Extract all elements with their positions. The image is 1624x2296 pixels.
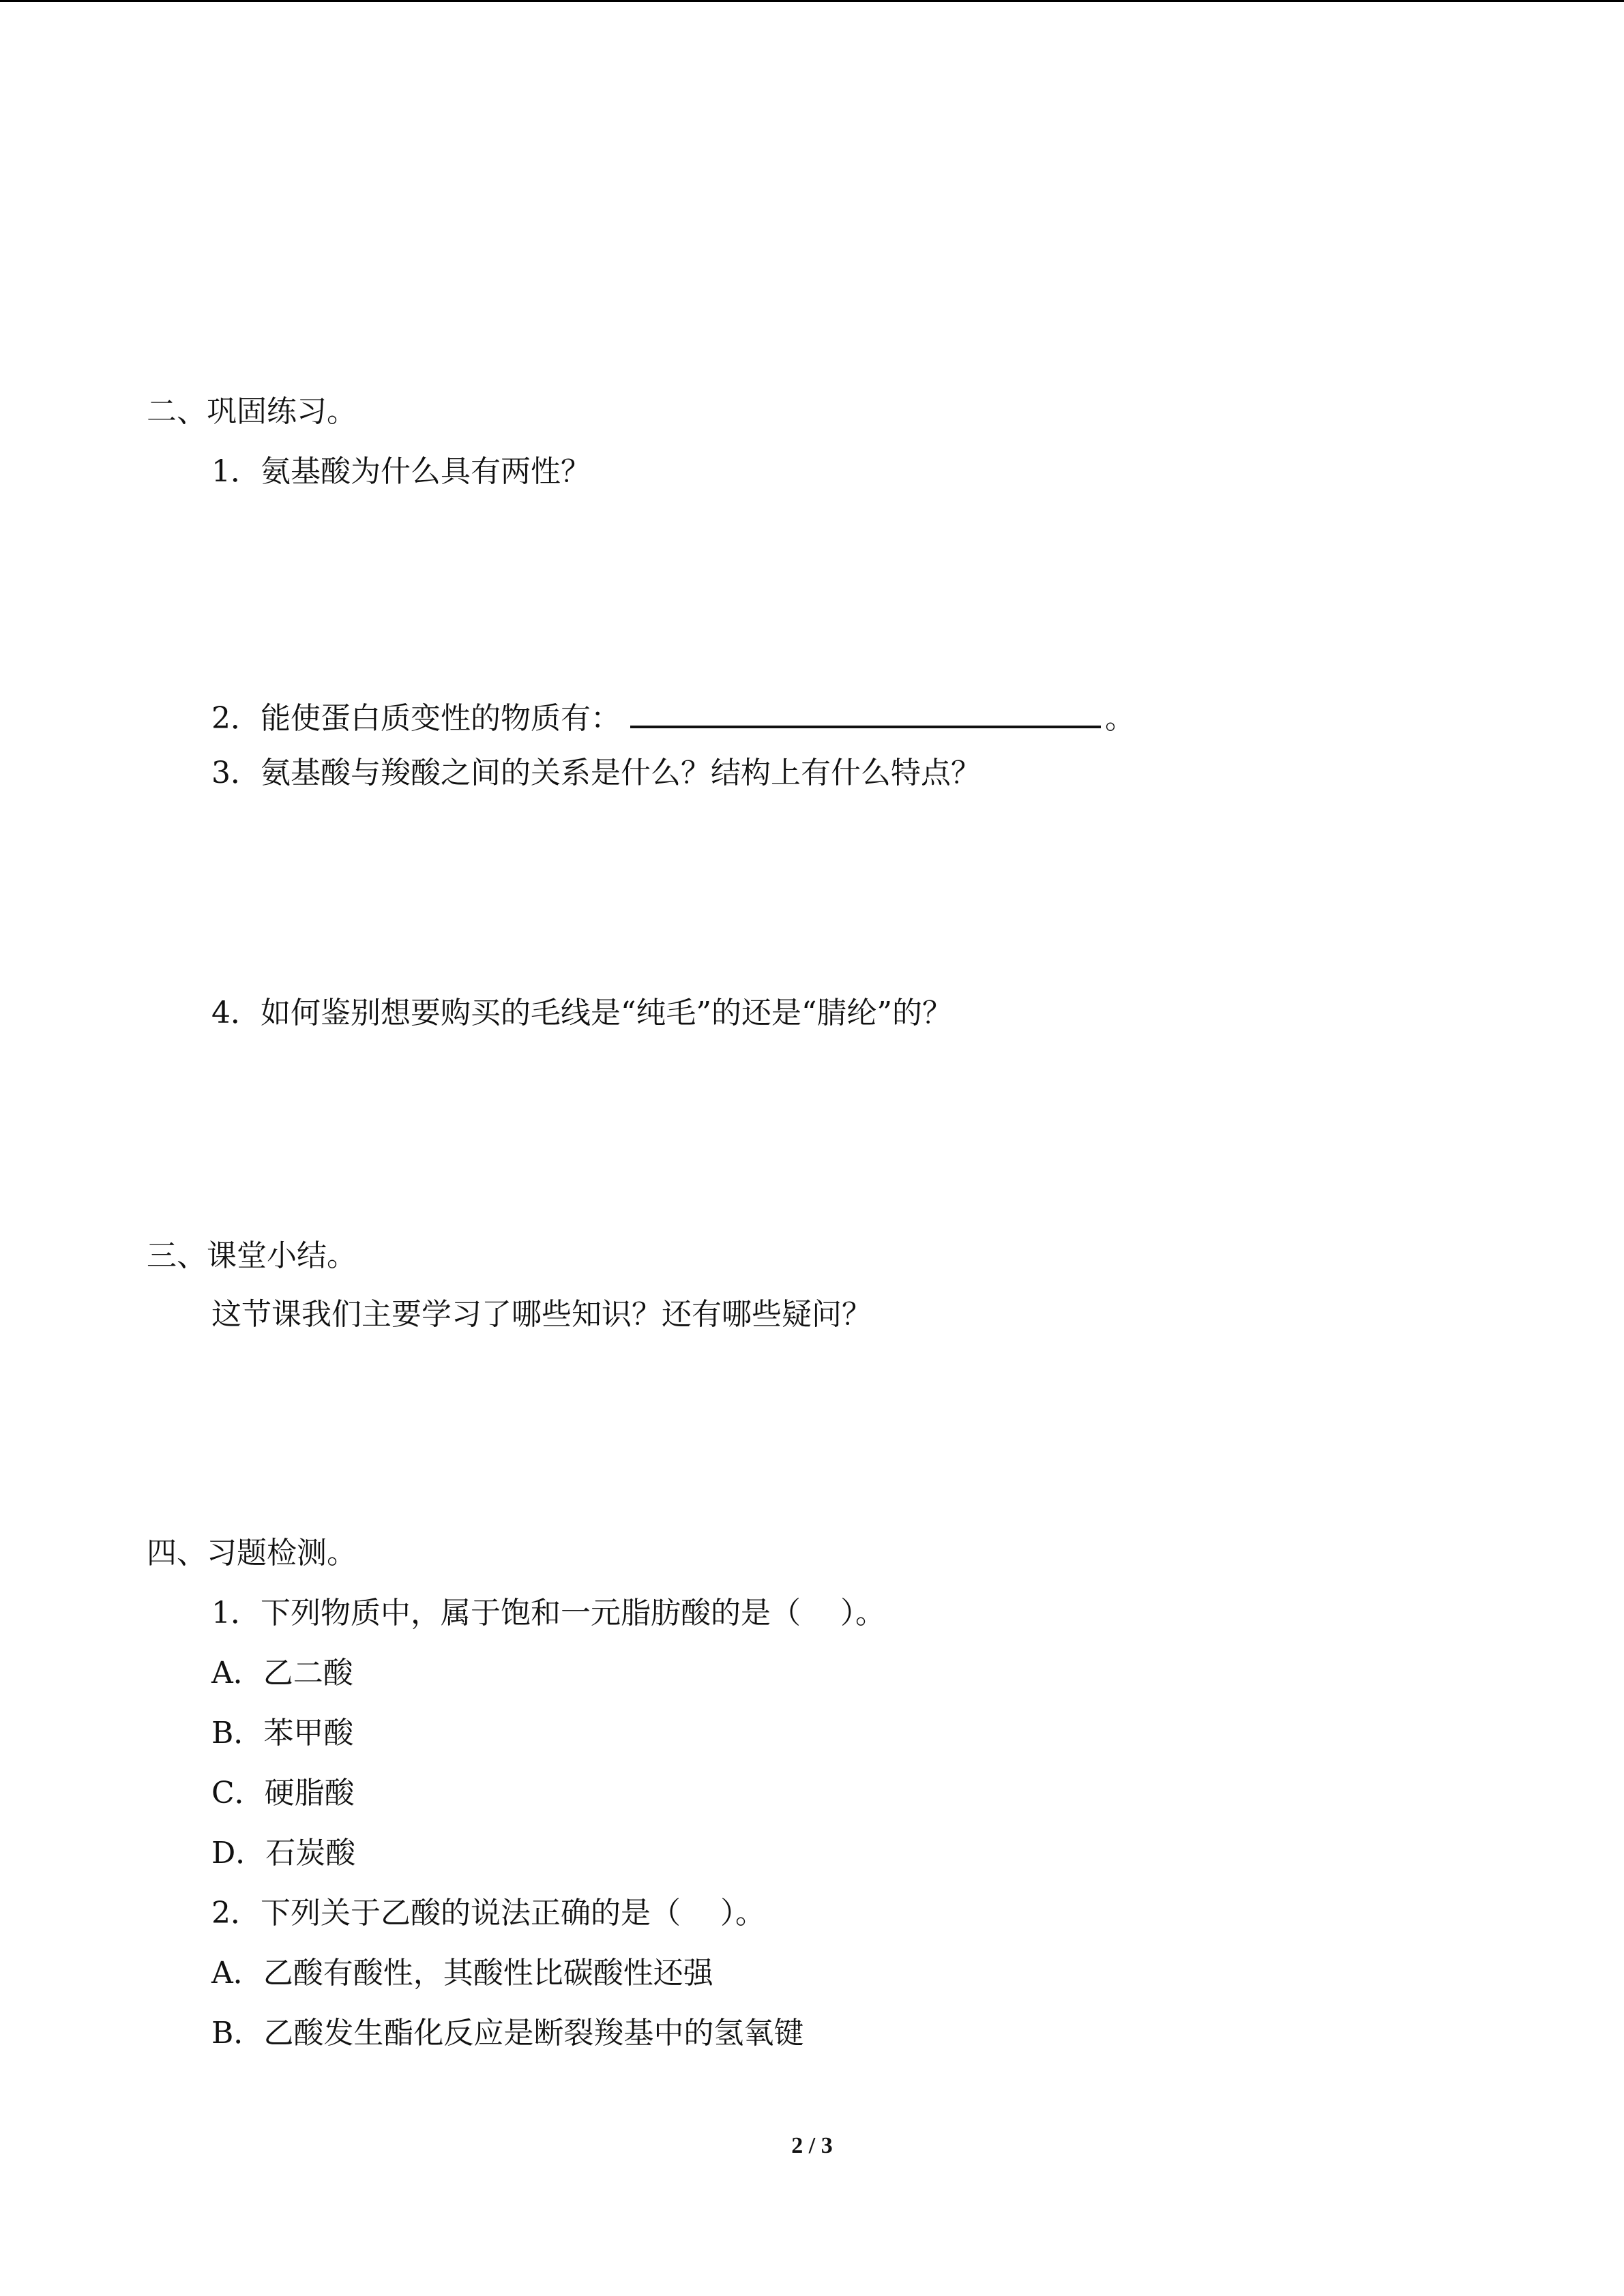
exercise-2-option-b: B．乙酸发生酯化反应是断裂羧基中的氢氧键 [211, 2016, 804, 2051]
exercise-1-option-d: D．石炭酸 [211, 1836, 356, 1870]
answer-blank[interactable] [630, 696, 1101, 728]
question-2 [211, 696, 1135, 739]
section-heading-summary: 三、课堂小结。 [147, 1238, 357, 1273]
exercise-1-option-c: C．硬脂酸 [211, 1776, 355, 1810]
exercise-1-option-a: A．乙二酸 [211, 1656, 353, 1690]
question-1: 1．氨基酸为什么具有两性？ [211, 454, 591, 489]
top-border [0, 0, 1624, 2]
section-heading-exercises: 四、习题检测。 [147, 1536, 357, 1570]
exercise-question-1: 1．下列物质中，属于饱和一元脂肪酸的是（ ）。 [211, 1596, 885, 1630]
question-2-end: 。 [1105, 701, 1135, 736]
exercise-1-option-b: B．苯甲酸 [211, 1716, 354, 1750]
section-heading-consolidation: 二、巩固练习。 [147, 394, 357, 429]
question-2-text: 2．能使蛋白质变性的物质有： [211, 701, 621, 736]
exercise-2-option-a: A．乙酸有酸性，其酸性比碳酸性还强 [211, 1956, 713, 1991]
summary-prompt: 这节课我们主要学习了哪些知识？还有哪些疑问？ [211, 1297, 872, 1332]
page-number: 2 / 3 [791, 2133, 833, 2158]
question-3: 3．氨基酸与羧酸之间的关系是什么？结构上有什么特点？ [211, 756, 981, 790]
question-4: 4．如何鉴别想要购买的毛线是“纯毛”的还是“腈纶”的？ [211, 996, 952, 1030]
exercise-question-2: 2．下列关于乙酸的说法正确的是（ ）。 [211, 1896, 765, 1930]
